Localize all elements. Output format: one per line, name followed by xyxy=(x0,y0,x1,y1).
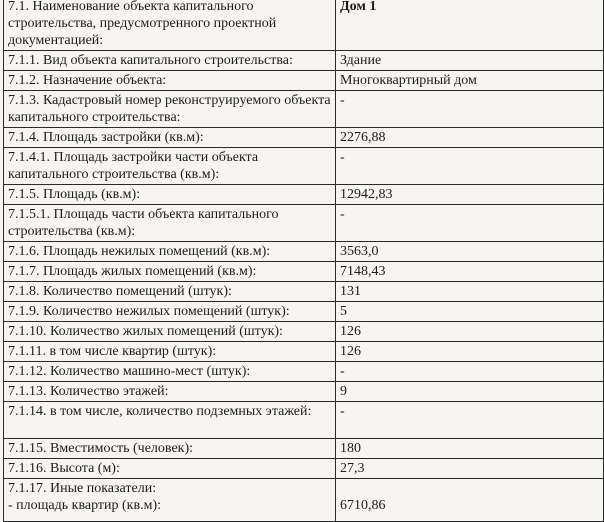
row-label: 7.1.3. Кадастровый номер реконструируемого объекта капитального строительства: xyxy=(4,91,336,128)
table-row xyxy=(4,242,604,262)
row-value: 12942,83 xyxy=(336,185,604,205)
row-label: 7.1.8. Количество помещений (штук): xyxy=(4,282,336,302)
row-value: 180 xyxy=(336,439,604,459)
row-value: Многоквартирный дом xyxy=(336,71,604,91)
row-value: - xyxy=(336,91,604,128)
table-row xyxy=(4,439,604,459)
row-label: 7.1. Наименование объекта капитального строительства, предусмотренного проектной документацией: xyxy=(4,0,336,51)
row-label xyxy=(4,479,336,522)
row-value: 2276,88 xyxy=(336,128,604,148)
row-label: 7.1.1. Вид объекта капитального строительства: xyxy=(4,51,336,71)
row-label: 7.1.15. Вместимость (человек): xyxy=(4,439,336,459)
other-indicators-heading: 7.1.17. Иные показатели: xyxy=(8,481,157,496)
row-value: 5 xyxy=(336,302,604,322)
table-row xyxy=(4,382,604,402)
table-row xyxy=(4,362,604,382)
row-label: 7.1.5. Площадь (кв.м): xyxy=(4,185,336,205)
row-value: 126 xyxy=(336,342,604,362)
row-label: 7.1.14. в том числе, количество подземных этажей: xyxy=(4,402,336,439)
row-label: 7.1.9. Количество нежилых помещений (штук): xyxy=(4,302,336,322)
table-row xyxy=(4,148,604,185)
table-row xyxy=(4,51,604,71)
row-value: - xyxy=(336,362,604,382)
table-row xyxy=(4,479,604,522)
table-row xyxy=(4,71,604,91)
row-value: 9 xyxy=(336,382,604,402)
row-value: 7148,43 xyxy=(336,262,604,282)
row-label: 7.1.16. Высота (м): xyxy=(4,459,336,479)
row-value: 27,3 xyxy=(336,459,604,479)
project-characteristics-table xyxy=(3,0,604,522)
row-label: 7.1.2. Назначение объекта: xyxy=(4,71,336,91)
row-label: 7.1.5.1. Площадь части объекта капитального строительства (кв.м): xyxy=(4,205,336,242)
table-row xyxy=(4,342,604,362)
apartments-area-label: - площадь квартир (кв.м): xyxy=(8,498,161,513)
row-value: - xyxy=(336,205,604,242)
row-label: 7.1.6. Площадь нежилых помещений (кв.м): xyxy=(4,242,336,262)
row-value: - xyxy=(336,402,604,439)
row-label: 7.1.4. Площадь застройки (кв.м): xyxy=(4,128,336,148)
table-row xyxy=(4,302,604,322)
row-label: 7.1.7. Площадь жилых помещений (кв.м): xyxy=(4,262,336,282)
row-label: 7.1.4.1. Площадь застройки части объекта капитального строительства (кв.м): xyxy=(4,148,336,185)
row-value: - xyxy=(336,148,604,185)
table-row xyxy=(4,91,604,128)
table-row xyxy=(4,185,604,205)
row-label: 7.1.13. Количество этажей: xyxy=(4,382,336,402)
row-value: Здание xyxy=(336,51,604,71)
table-row xyxy=(4,459,604,479)
table-row xyxy=(4,402,604,439)
table-row xyxy=(4,282,604,302)
table-row xyxy=(4,0,604,51)
row-value: 126 xyxy=(336,322,604,342)
apartments-area-value: 6710,86 xyxy=(340,498,386,513)
table-row xyxy=(4,262,604,282)
row-value: 3563,0 xyxy=(336,242,604,262)
row-value: 131 xyxy=(336,282,604,302)
row-label: 7.1.11. в том числе квартир (штук): xyxy=(4,342,336,362)
table-row xyxy=(4,205,604,242)
row-value xyxy=(336,479,604,522)
table-row xyxy=(4,322,604,342)
row-label: 7.1.12. Количество машино-мест (штук): xyxy=(4,362,336,382)
row-value: Дом 1 xyxy=(336,0,604,51)
row-label: 7.1.10. Количество жилых помещений (штук): xyxy=(4,322,336,342)
table-row xyxy=(4,128,604,148)
